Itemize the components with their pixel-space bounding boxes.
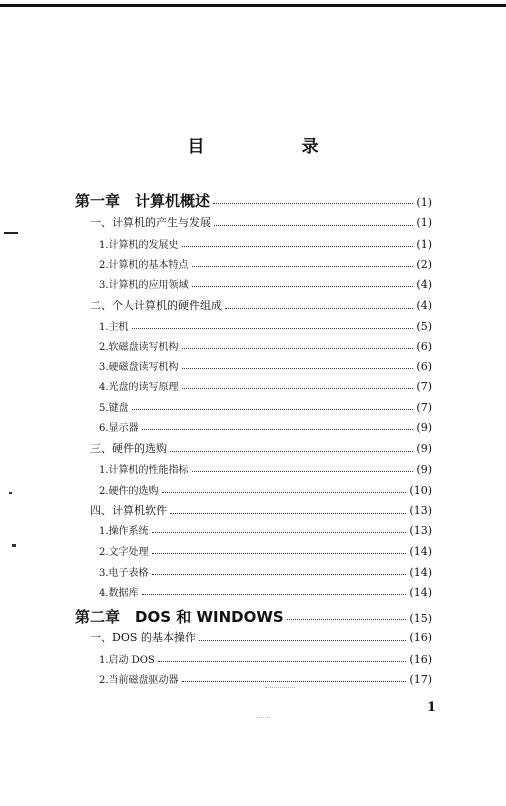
toc-chapter-row	[75, 606, 432, 627]
toc-entry-page: (1)	[416, 196, 432, 209]
toc-section-row	[90, 297, 432, 313]
toc-entry-label: 三、硬件的选购	[90, 442, 167, 455]
toc-entry-page: (9)	[416, 463, 432, 476]
toc-entry-page: (6)	[416, 360, 432, 373]
toc-entry-page: (6)	[416, 340, 432, 353]
toc-entry-page: (15)	[409, 612, 432, 625]
toc-entry-label: 1.计算机的性能指标	[99, 465, 189, 476]
toc-leader-dots	[182, 681, 407, 682]
toc-entry-page: (9)	[416, 421, 432, 434]
toc-leader-dots	[182, 348, 414, 349]
toc-subsection-row	[99, 256, 432, 271]
toc-entry-page: (14)	[409, 566, 432, 579]
toc-entry-page: (4)	[416, 278, 432, 291]
toc-entry-label: 二、个人计算机的硬件组成	[90, 299, 222, 312]
toc-chapter-row	[75, 190, 432, 211]
toc-entry-label: 5.键盘	[99, 403, 129, 414]
toc-entry-page: (16)	[409, 631, 432, 644]
toc-leader-dots	[132, 409, 414, 410]
toc-entry-page: (7)	[416, 401, 432, 414]
toc-leader-dots	[192, 266, 414, 267]
toc-entry-label: 1.操作系统	[99, 526, 149, 537]
toc-entry-page: (7)	[416, 380, 432, 393]
toc-leader-dots	[142, 429, 414, 430]
toc-subsection-row	[99, 419, 432, 434]
toc-entry-label: 1.启动 DOS	[99, 655, 155, 666]
toc-section-row	[90, 502, 432, 518]
toc-subsection-row	[99, 378, 432, 393]
toc-leader-dots	[287, 619, 407, 620]
toc-title: 目 录	[187, 137, 359, 157]
toc-subsection-row	[99, 399, 432, 414]
toc-entry-label: 3.计算机的应用领域	[99, 280, 189, 291]
toc-leader-dots	[213, 203, 413, 204]
toc-entry-label: 四、计算机软件	[90, 504, 167, 517]
toc-entry-page: (16)	[409, 653, 432, 666]
toc-leader-dots	[192, 286, 414, 287]
toc-entry-label: 第一章 计算机概述	[75, 192, 211, 210]
toc-subsection-row	[99, 651, 432, 666]
toc-subsection-row	[99, 318, 432, 333]
toc-subsection-row	[99, 338, 432, 353]
toc-entry-page: (5)	[416, 320, 432, 333]
toc-entry-page: (13)	[409, 504, 432, 517]
toc-leader-dots	[142, 594, 407, 595]
toc-entry-page: (1)	[416, 238, 432, 251]
toc-entry-label: 第二章 DOS 和 WINDOWS	[75, 608, 284, 626]
toc-leader-dots	[182, 388, 414, 389]
toc-entry-label: 一、计算机的产生与发展	[90, 216, 211, 229]
toc-entry-page: (10)	[409, 484, 432, 497]
toc-entry-label: 2.计算机的基本特点	[99, 260, 189, 271]
toc-entry-label: 一、DOS 的基本操作	[90, 631, 196, 644]
toc-leader-dots	[214, 225, 413, 226]
toc-subsection-row	[99, 236, 432, 251]
toc-entry-label: 1.主机	[99, 322, 129, 333]
toc-section-row	[90, 629, 432, 645]
toc-entry-page: (9)	[416, 442, 432, 455]
toc-entry-label: 1.计算机的发展史	[99, 240, 179, 251]
toc-leader-dots	[170, 451, 413, 452]
toc-entry-label: 4.光盘的读写原理	[99, 382, 179, 393]
toc-subsection-row	[99, 584, 432, 599]
toc-subsection-row	[99, 358, 432, 373]
toc-subsection-row	[99, 671, 432, 686]
toc-leader-dots	[152, 574, 407, 575]
toc-leader-dots	[162, 492, 407, 493]
toc-entry-label: 2.文字处理	[99, 547, 149, 558]
toc-section-row	[90, 440, 432, 456]
toc-entry-page: (14)	[409, 586, 432, 599]
toc-entry-label: 4.数据库	[99, 588, 139, 599]
toc-entry-page: (14)	[409, 545, 432, 558]
toc-leader-dots	[182, 246, 414, 247]
toc-leader-dots	[182, 368, 414, 369]
toc-entry-label: 2.当前磁盘驱动器	[99, 675, 179, 686]
toc-entry-page: (4)	[416, 299, 432, 312]
toc-entry-page: (2)	[416, 258, 432, 271]
toc-leader-dots	[199, 640, 407, 641]
toc-leader-dots	[225, 308, 413, 309]
toc-entry-label: 2.软磁盘读写机构	[99, 342, 179, 353]
toc-entry-label: 3.硬磁盘读写机构	[99, 362, 179, 373]
toc-entry-label: 2.硬件的选购	[99, 486, 159, 497]
page-number: 1	[426, 700, 436, 715]
toc-section-row	[90, 214, 432, 230]
toc-leader-dots	[132, 328, 414, 329]
toc-leader-dots	[152, 532, 407, 533]
toc-entry-page: (1)	[416, 216, 432, 229]
toc-entry-page: (17)	[409, 673, 432, 686]
toc-subsection-row	[99, 522, 432, 537]
toc-subsection-row	[99, 564, 432, 579]
toc-entry-page: (13)	[409, 524, 432, 537]
toc-leader-dots	[192, 471, 414, 472]
toc-entry-label: 6.显示器	[99, 423, 139, 434]
toc-subsection-row	[99, 276, 432, 291]
toc-subsection-row	[99, 461, 432, 476]
toc-subsection-row	[99, 482, 432, 497]
toc-leader-dots	[170, 513, 406, 514]
toc-subsection-row	[99, 543, 432, 558]
toc-leader-dots	[158, 661, 407, 662]
toc-entry-label: 3.电子表格	[99, 568, 149, 579]
toc-leader-dots	[152, 553, 407, 554]
